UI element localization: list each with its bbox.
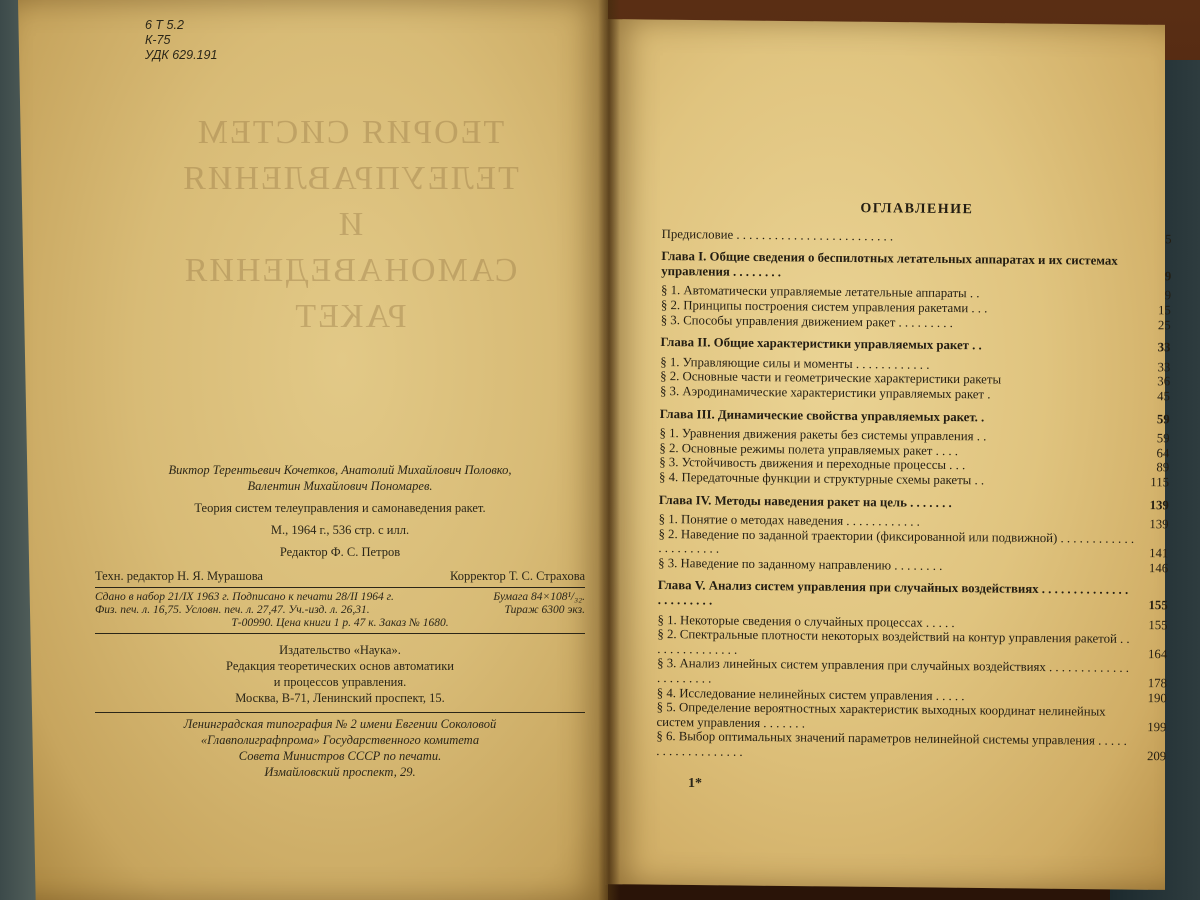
toc-entry-text: § 2. Наведение по заданной траектории (фиксированной или подвижной) . . . . . . . . . . . . . . . . . . . . . .	[658, 526, 1135, 556]
toc-entry-text: § 1. Понятие о методах наведения . . . . . . . . . . . .	[658, 512, 920, 529]
print-line: Т-00990. Цена книги 1 р. 47 к. Заказ № 1680.	[231, 617, 449, 629]
toc-entry-text: § 2. Принципы построения систем управления ракетами . . .	[660, 297, 988, 316]
bbk-code: 6 Т 5.2	[145, 18, 184, 32]
toc-entry	[662, 227, 1172, 247]
toc-chapter	[659, 492, 1169, 512]
imprint-block	[95, 462, 585, 780]
divider	[95, 633, 585, 634]
toc-page-number: 155	[1148, 617, 1168, 632]
author-mark: К-75	[145, 33, 171, 47]
table-of-contents	[656, 200, 1172, 764]
toc-page-number: 190	[1147, 690, 1167, 705]
toc-entry-text: Глава II. Общие характеристики управляемых ракет . .	[660, 335, 982, 353]
ghost-line: ТЕОРИЯ СИСТЕМ	[195, 114, 505, 151]
toc-page-number: 64	[1156, 445, 1170, 461]
toc-entry-text: § 6. Выбор оптимальных значений параметров нелинейной системы управления . . . . . . . . . . . . . . . . . . .	[656, 729, 1127, 759]
toc-page-number: 89	[1156, 460, 1170, 475]
toc-page-number: 15	[1158, 303, 1171, 318]
publisher-dept: Редакция теоретических основ автоматики	[226, 659, 454, 673]
toc-entry-text: § 1. Некоторые сведения о случайных процессах . . . . .	[657, 612, 955, 630]
toc-page-number: 139	[1149, 497, 1169, 512]
toc-chapter	[660, 407, 1170, 427]
signature-mark: 1*	[688, 776, 702, 791]
tech-editor: Техн. редактор Н. Я. Мурашова	[95, 569, 263, 583]
toc-entry-text: § 3. Наведение по заданному направлению . . . . . . . .	[658, 555, 943, 573]
toc-entry-text: § 1. Уравнения движения ракеты без системы управления . .	[659, 426, 987, 444]
toc-entry-text: § 1. Автоматически управляемые летательные аппараты . .	[660, 283, 980, 301]
ghost-line: И САМОНАВЕДЕНИЯ	[182, 206, 518, 289]
ghost-line: РАКЕТ	[293, 298, 407, 335]
publisher-address: Москва, В-71, Ленинский проспект, 15.	[235, 691, 445, 705]
toc-page-number: 59	[1156, 431, 1170, 446]
toc-chapter	[660, 335, 1170, 355]
toc-page-number: 9	[1164, 269, 1172, 284]
toc-entry-text: § 3. Анализ линейных систем управления при случайных воздействиях . . . . . . . . . . . . . . . . . . . . . .	[656, 656, 1130, 686]
toc-section	[656, 729, 1166, 764]
toc-page-number: 25	[1157, 317, 1171, 332]
book-gutter	[598, 0, 620, 900]
classification-codes	[145, 18, 217, 63]
printer-line: Измайловский проспект, 29.	[264, 765, 416, 779]
toc-entry-text: § 2. Спектральные плотности некоторых воздействий на контур управления ракетой . . . . . . . . . . . . . . .	[657, 627, 1130, 657]
publisher: Издательство «Наука».	[279, 643, 401, 657]
toc-page-number: 178	[1147, 676, 1168, 691]
publisher-dept: и процессов управления.	[273, 675, 407, 689]
toc-list	[656, 227, 1172, 764]
publication-info: М., 1964 г., 536 стр. с илл.	[270, 523, 410, 537]
toc-entry-text: Глава V. Анализ систем управления при случайных воздействиях . . . . . . . . . . . . . . . . . . . . . . .	[657, 578, 1129, 608]
toc-page-number: 9	[1164, 288, 1172, 303]
toc-page-number: 141	[1149, 546, 1169, 561]
toc-page-number: 45	[1157, 389, 1171, 404]
authors-line: Виктор Терентьевич Кочетков, Анатолий Михайлович Половко,	[168, 463, 512, 477]
ghost-line: ТЕЛЕУПРАВЛЕНИЯ	[181, 160, 519, 197]
printer-line: Ленинградская типография № 2 имени Евгении Соколовой	[183, 717, 497, 731]
toc-page-number: 139	[1149, 517, 1169, 532]
toc-page-number: 146	[1148, 560, 1169, 576]
toc-entry-text: § 4. Исследование нелинейных систем управления . . . . .	[656, 685, 965, 703]
printer-line: «Главполиграфпрома» Государственного комитета	[200, 733, 480, 747]
toc-entry-text: Глава III. Динамические свойства управляемых ракет. .	[659, 406, 985, 424]
show-through-title	[170, 110, 530, 340]
toc-page-number: 115	[1150, 475, 1170, 490]
print-line: Сдано в набор 21/IX 1963 г. Подписано к печати 28/II 1964 г.	[95, 591, 394, 603]
toc-entry-text: § 3. Способы управления движением ракет . . . . . . . . .	[660, 312, 954, 330]
print-line: Тираж 6300 экз.	[504, 604, 585, 616]
print-line: Физ. печ. л. 16,75. Условн. печ. л. 27,47. Уч.-изд. л. 26,31.	[95, 604, 370, 616]
toc-entry-text: § 1. Управляющие силы и моменты . . . . . . . . . . . .	[660, 354, 930, 372]
toc-entry-text: Глава I. Общие сведения о беспилотных летательных аппаратах и их системах управления . . . . . . . .	[661, 249, 1118, 280]
toc-chapter	[661, 249, 1171, 284]
editor: Редактор Ф. С. Петров	[279, 545, 401, 559]
printer-line: Совета Министров СССР по печати.	[238, 749, 442, 763]
toc-page-number: 33	[1157, 359, 1171, 375]
print-line: Бумага 84×108¹/₃₂.	[493, 591, 585, 603]
toc-page-number: 155	[1148, 598, 1168, 613]
toc-page-number: 5	[1165, 231, 1172, 246]
toc-page-number: 36	[1157, 374, 1171, 389]
toc-entry-text: § 5. Определение вероятностных характеристик выходных координат нелинейных систем управления . . . . . . .	[656, 700, 1106, 731]
toc-entry-text: § 2. Основные части и геометрические характеристики ракеты	[660, 369, 1002, 387]
staff-row	[95, 568, 585, 584]
toc-page-number: 164	[1147, 646, 1168, 662]
toc-entry-text: Глава IV. Методы наведения ракет на цель . . . . . . .	[658, 492, 952, 510]
toc-title: ОГЛАВЛЕНИЕ	[860, 201, 974, 218]
book-title: Теория систем телеуправления и самонаведения ракет.	[194, 501, 486, 515]
toc-entry-text: § 2. Основные режимы полета управляемых ракет . . . .	[659, 440, 959, 458]
udc-code: УДК 629.191	[145, 48, 218, 62]
toc-entry-text: Предисловие . . . . . . . . . . . . . . . . . . . . . . . . .	[661, 226, 894, 244]
toc-chapter	[658, 578, 1168, 613]
toc-entry-text: § 3. Аэродинамические характеристики управляемых ракет .	[659, 383, 991, 402]
toc-page-number: 209	[1146, 749, 1167, 764]
divider	[95, 587, 585, 588]
toc-entry-text: § 3. Устойчивость движения и переходные процессы . . .	[659, 455, 966, 473]
toc-page-number: 33	[1157, 340, 1171, 355]
toc-page-number: 199	[1147, 719, 1167, 735]
toc-page-number: 59	[1156, 411, 1170, 426]
toc-entry-text: § 4. Передаточные функции и структурные схемы ракеты . .	[659, 469, 985, 488]
authors-line: Валентин Михайлович Пономарев.	[247, 479, 433, 493]
proofreader: Корректор Т. С. Страхова	[450, 569, 585, 583]
print-details	[95, 591, 585, 630]
divider	[95, 712, 585, 713]
